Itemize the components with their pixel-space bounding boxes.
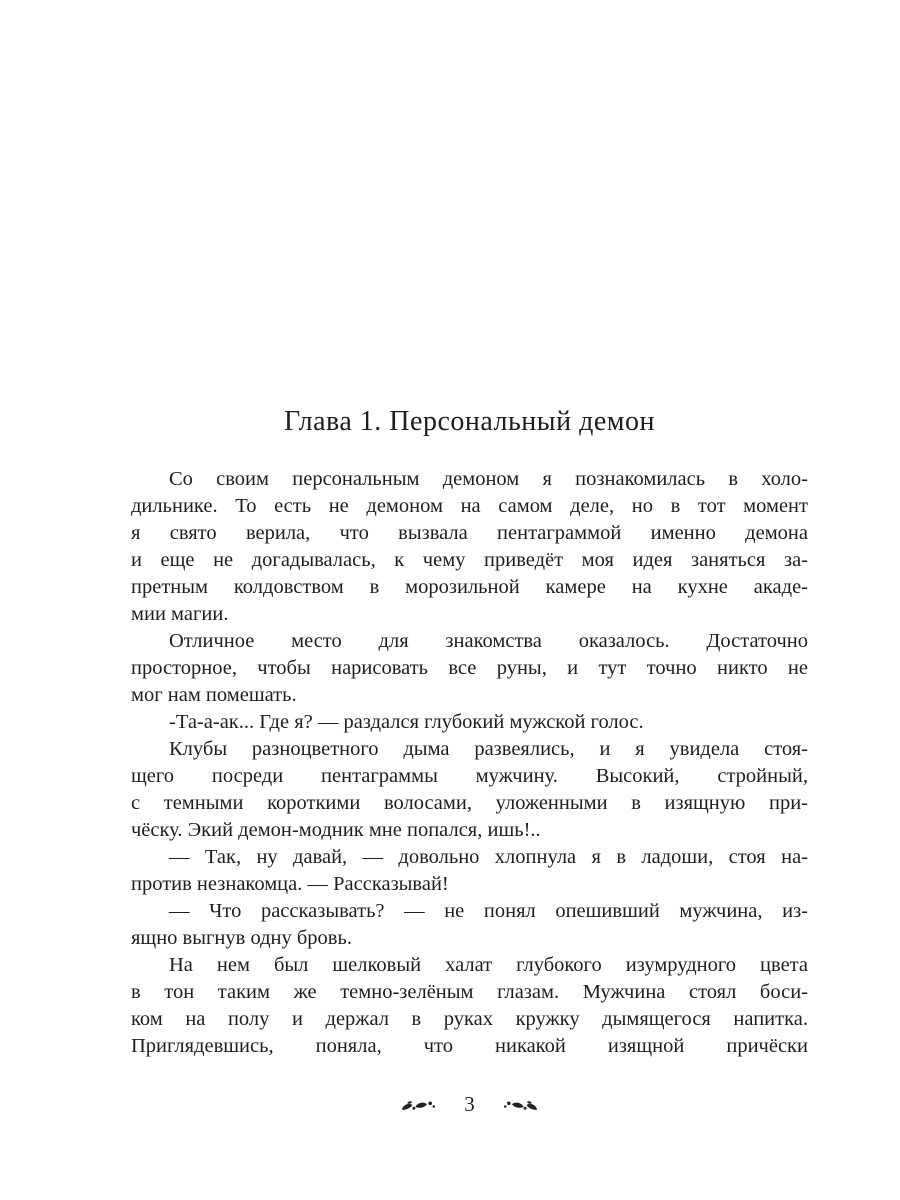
paragraph [131,736,808,844]
text-line: мии магии. [131,603,229,625]
text-line: щего посреди пентаграммы мужчину. Высокий, стройный, [131,765,808,787]
text-line: Со своим персональным демоном я познакомилась в холо- [169,468,808,490]
paragraph [131,952,808,1060]
text-line: На нем был шелковый халат глубокого изумрудного цвета [169,954,808,976]
paragraph [131,898,808,952]
floral-ornament-right-icon [503,1098,539,1114]
paragraph [131,709,808,736]
paragraph [131,844,808,898]
page-number: 3 [464,1092,475,1116]
text-line: мог нам помешать. [131,684,297,706]
text-line: чёску. Экий демон-модник мне попался, ишь!.. [131,819,541,841]
text-line: — Так, ну давай, — довольно хлопнула я в ладоши, стоя на- [169,846,808,868]
text-line: ком на полу и держал в руках кружку дымящегося напитка. [131,1008,808,1030]
text-line: просторное, чтобы нарисовать все руны, и тут точно никто не [131,657,808,679]
text-line: претным колдовством в морозильной камере на кухне акаде- [131,576,808,598]
page-footer [131,1094,808,1117]
text-line: и еще не догадывалась, к чему приведёт моя идея заняться за- [131,549,808,571]
text-line: дильнике. То есть не демоном на самом деле, но в тот момент [131,495,808,517]
text-line: с темными короткими волосами, уложенными в изящную при- [131,792,808,814]
text-line: -Та-а-ак... Где я? — раздался глубокий мужской голос. [169,711,644,733]
text-line: Отличное место для знакомства оказалось. Достаточно [169,630,808,652]
paragraph [131,628,808,709]
text-line: в тон таким же темно-зелёным глазам. Мужчина стоял боси- [131,981,808,1003]
text-line: — Что рассказывать? — не понял опешивший мужчина, из- [169,900,808,922]
text-line: против незнакомца. — Рассказывай! [131,873,449,895]
text-line: ящно выгнув одну бровь. [131,927,352,949]
floral-ornament-left-icon [400,1098,436,1114]
text-line: я свято верила, что вызвала пентаграммой именно демона [131,522,808,544]
body-text [131,466,808,1060]
paragraph [131,466,808,628]
text-line: Приглядевшись, поняла, что никакой изящной причёски [131,1035,808,1057]
text-line: Клубы разноцветного дыма развеялись, и я увидела стоя- [169,738,808,760]
chapter-title: Глава 1. Персональный демон [284,406,655,437]
